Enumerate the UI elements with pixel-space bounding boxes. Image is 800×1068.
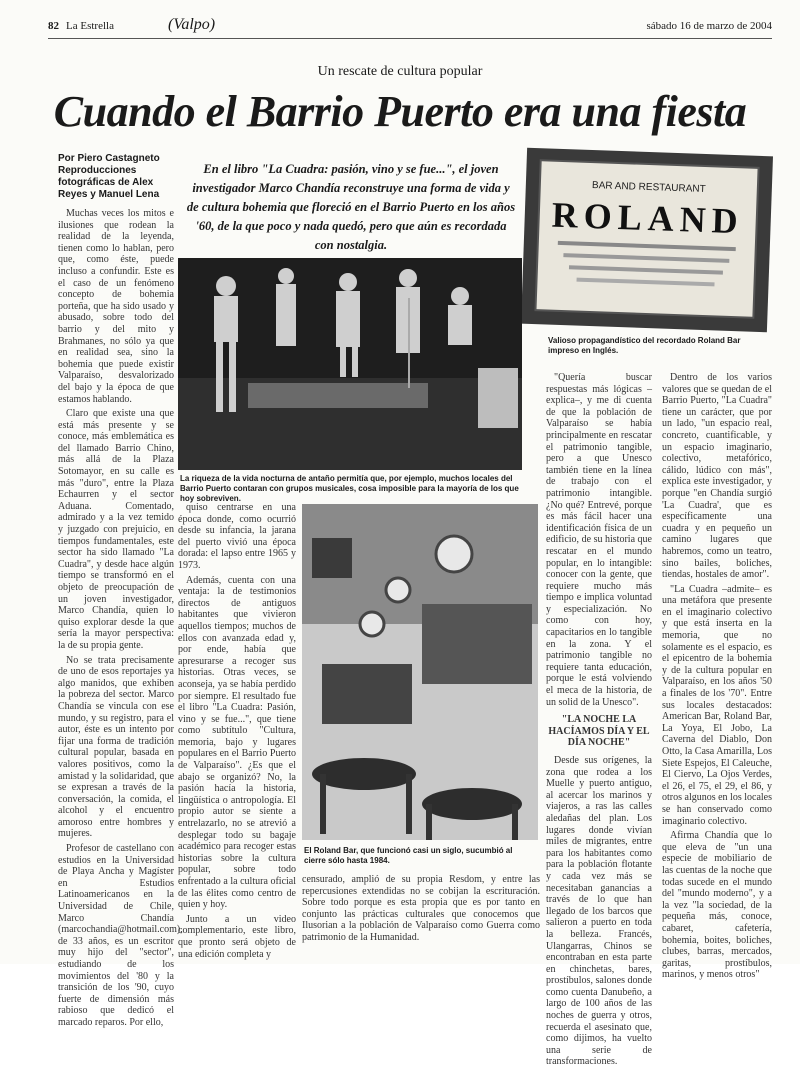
poster-top-text: BAR AND RESTAURANT xyxy=(591,180,706,196)
roland-bar-interior-photo xyxy=(302,504,538,840)
article-byline: Por Piero Castagneto Reproducciones fotográficas de Alex Reyes y Manuel Lena xyxy=(58,153,160,200)
interior-scene-graphic xyxy=(302,504,538,840)
page-number: 82 xyxy=(48,20,59,32)
col5-paragraph: Afirma Chandía que lo que eleva de "un una especie de mobiliario de las cuentas de la noche que todas sucede en el mundo del "mundo moderno", y a la vez "la sociedad, de la pequeña más, conoce, cabaret, cafetería, bohemia, boites, boliches, clubes, barras, mercados, garitas, prostíbulos, marinos, y menos otros" xyxy=(662,830,772,981)
handwritten-note: (Valpo) xyxy=(168,16,216,33)
body-column-3-continuation: censurado, amplió de su propia Resdom, y entre las repercusiones extendidas no se cobijan la escrituración. Sobre todo porque es esta propia que es por tanto en conjunto las prácticas culturales que conocemos que Ilusorian a la población de Valparaíso como Guerra como patrimonio de la Humanidad. xyxy=(302,874,540,943)
article-lead: En el libro "La Cuadra: pasión, vino y se fue...", el joven investigador Marco Chandía reconstruye una forma de vida y de cultura bohemia que floreció en el Barrio Puerto en los años '60, de la que poco y nada quedó, pero que aún es recordada con nostalgia. xyxy=(186,162,516,252)
poster-name-text: ROLAND xyxy=(551,194,745,242)
body-column-5 xyxy=(662,372,772,981)
band-scene-graphic xyxy=(178,258,522,470)
page-header xyxy=(48,18,772,40)
col5-paragraph: "La Cuadra –admite– es una metáfora que presente en el imaginario colectivo y que está inserta en la memoria, que no solamente es el espacio, es el epicentro de la bohemia y de la cultura popular en Valparaíso, en los años '50 a finales de los '70". Entre sus locales destacados: American Bar, Roland Bar, La Yoya, El Jobo, La Caverna del Diablo, Don Otto, la Casa Amarilla, Los Siete Espejos, El Caleuche, El Ciervo, La Ojos Verdes, el 26, el 75, el 29, el 86, y otros algunos en los locales se han conservado como imaginario colectivo. xyxy=(662,583,772,827)
header-rule xyxy=(48,38,772,39)
publication-name: La Estrella xyxy=(66,20,114,32)
issue-date: sábado 16 de marzo de 2004 xyxy=(646,20,772,32)
body-column-4 xyxy=(546,372,652,1068)
roland-bar-poster-photo xyxy=(521,148,773,332)
col2-paragraph: Además, cuenta con una ventaja: la de testimonios directos de antiguos habitantes que vivieron aquellos tiempos; muchos de ellos con avanzada edad y, por ende, había que apresurarse a recoger sus historias. Otras veces, se aconseja, ya se había perdido por siempre. El resultado fue el libro "La Cuadra: Pasión, vino y se fue...", que tiene como subtítulo "Cultura, memoria, bajo y lugares populares en el Barrio Puerto de Valparaíso". ¿Es que el abajo se organizó? No, la pasión hacía la historia, lingüística o antropología. El propio autor se siente a entrelazarlo, no se atrevió a desplegar todo su bagaje académico para recoger estas historias sobre la cultura popular, sobre todo enfrentado a la cultura oficial de las élites como centro de quien y hoy. xyxy=(178,574,296,911)
poster-caption: Valioso propagandístico del recordado Roland Bar impreso en Inglés. xyxy=(548,336,741,355)
main-photo-caption: La riqueza de la vida nocturna de antaño permitía que, por ejemplo, muchos locales del Barrio Puerto contaran con grupos musicales, cosa imposible para la mayoría de los que hoy sobreviven. xyxy=(180,474,519,503)
col1-paragraph: Muchas veces los mitos e ilusiones que rodean la realidad de la leyenda, tienen como lo hablan, pero que, como éste, puede incluso a confundir. Este es el caso de un fenómeno concepto de bohemia porteña, que ha sido usado y abusado, sobre todo del barrio y del mito y Brahmanes, no sólo ya que en realidad sea, sino la bohemia que puede existir Valparaíso, desvalorizado del bajo y la época de que estamos hablando. xyxy=(58,208,174,405)
body-column-2 xyxy=(178,502,296,960)
poster-graphic xyxy=(521,148,773,332)
article-kicker: Un rescate de cultura popular xyxy=(317,64,483,79)
col5-paragraph: Dentro de los varios valores que se quedan de el Barrio Puerto, "La Cuadra" tiene un carácter, que por un lado, "un espacio real, concreto, cuantificable, y un espacio imaginario, colectivo, metafórico, cálido, lúdico con más", explica este investigador, y porque "en Chandía surgió 'La Cuadra', que es específicamente una cuadra y en pequeño un camino lugares que habremos, como un teatro, sino bailes, boliches, tiendas, hostales de amor". xyxy=(662,372,772,581)
body-column-1 xyxy=(58,208,183,1028)
col2-paragraph: quiso centrarse en una época donde, como ocurrió desde su infancia, la jarana del puerto vivió una época dorada: el lapso entre 1965 y 1973. xyxy=(178,502,296,571)
col1-paragraph: Profesor de castellano con estudios en la Universidad de Playa Ancha y Magíster en Estudios Latinoamericanos en la Universidad de Chile, Marco Chandía (marcochandia@hotmail.com), de 33 años, es un escritor muy hijo del "sector", estudiando de los movimientos del '80 y la transición de los '90, cuyo fuerte de dimensión más rabioso que dedicó el marcado reparos. Por ello, xyxy=(58,843,183,1028)
article-title: Cuando el Barrio Puerto era una fiesta xyxy=(53,87,747,136)
col2-paragraph: Junto a un video complementario, este libro, que pronto será objeto de una edición completa y xyxy=(178,913,296,960)
col4-paragraph: "Quería buscar respuestas más lógicas –explica–, y me di cuenta de que la población de Valparaíso se había principalmente en rescatar el patrimonio tangible, pero a que Unesco también tiene en la línea de trabajo con el patrimonio intangible. ¿No qué? Entrevé, porque es más fácil hacer una identificación física de un edificio, de su historia que rescatar en el mundo popular, en lo intangible: conocer con la gente, que requiere mucho más tiempo e implica voluntad y especialización. No como con hoy, capacitarios en lo tangible en la zona. Y el patrimonio tangible no requiere tanta educación, porque le está volviendo el meca de la historia, de un solid de la Unesco". xyxy=(546,372,652,708)
section-subheading: "LA NOCHE LA HACÍAMOS DÍA Y EL DÍA NOCHE" xyxy=(548,714,650,749)
nightlife-band-photo xyxy=(178,258,522,470)
col1-paragraph: No se trata precisamente de uno de esos reportajes ya algo manidos, que exhiben la pobreza del sector. Marco Chandía se vincula con ese mundo, y su registro, para el autor, éste es un intento por fijar una forma de tradición cultural popular, basada en valores positivos, como la amistad y la solidaridad, que se expresan a través de la conversación, la comida, el alcohol y el encuentro amoroso entre hombres y mujeres. xyxy=(58,654,174,840)
interior-photo-caption: El Roland Bar, que funcionó casi un siglo, sucumbió al cierre sólo hasta 1984. xyxy=(304,846,513,865)
col4-paragraph: Desde sus orígenes, la zona que rodea a los Muelle y puerto antiguo, al acercar los marinos y viajeros, a ras las calles aledañas del plan. Los lugares donde vivían miles de migrantes, entre para los habitantes como para la población flotante y cada vez más se necesitaban ganancias a través de lo que han llegado de los barcos que salieron a puerto en toda la belleza. Francés, Ulangarras, Chinos se encontraban en esta parte en chinchetas, bares, prostíbulos, salones donde como cuenta Danubeño, a largo de 100 años de las noches de guerra y otros, recuerda el asesinato que, como dijimos, ha vuelto una serie de transformaciones. xyxy=(546,755,652,1068)
col1-paragraph: Claro que existe una que está más presente y se conoce, más emblemática es del llamado Barrio Chino, más allá de la Plaza Sotomayor, en su calle es más "duro", entre la Plaza Echaurren y el sector Aduana. Comentado, admirado y a la vez temido y juzgado con prejuicio, en tiempos fundamentales, este sector ha sido llamado "La Cuadra", y desde hace algún tiempo se transformó en el objeto de preocupación de un joven investigador, Marco Chandía, quien lo quiso explorar desde la que sería la mayor perspectiva: la de su propia gente. xyxy=(58,408,174,651)
